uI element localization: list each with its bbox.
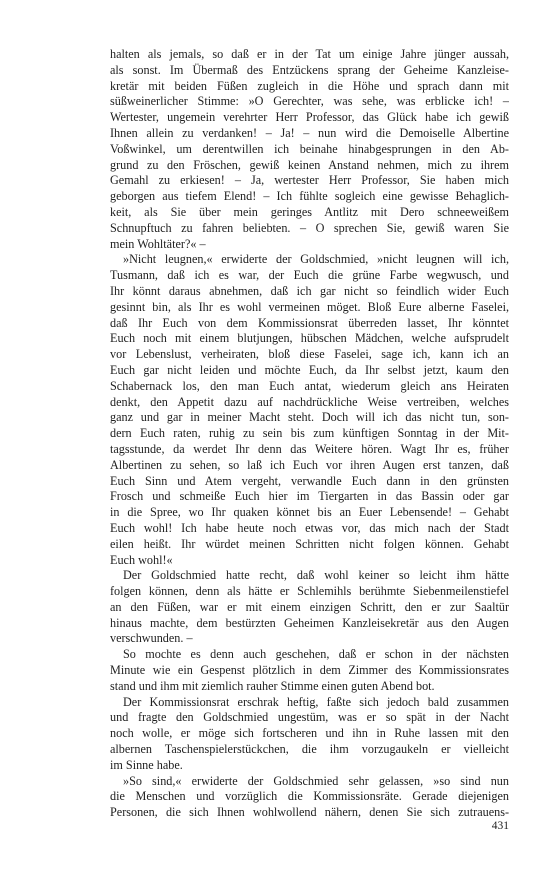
page-number: 431 <box>491 820 509 832</box>
text-line: ganz und gar in meiner Macht steht. Doch will ich das nicht tun, son- <box>110 410 509 425</box>
text-line: Frosch und schmeiße Euch hier im Tiergarten in das Bassin oder gar <box>110 489 509 504</box>
text-line: hinaus machte, dem bestürzten Geheimen Kanzleisekretär aus den Augen <box>110 615 509 630</box>
text-line: So mochte es denn auch geschehen, daß er schon in der nächsten <box>123 647 509 662</box>
text-line: Euch noch mit einem blutjungen, hübschen Mädchen, welche aufsprudelt <box>110 331 509 346</box>
text-line: tagsstunde, da werdet Ihr denn das Weitere hören. Wagt Ihr es, früher <box>110 441 509 456</box>
text-line: Minute wie ein Gespenst plötzlich in dem Zimmer des Kommissionsrates <box>110 663 509 678</box>
text-line: Schabernack los, den man Euch antat, wiederum gleich ans Heiraten <box>110 378 509 393</box>
text-line: Voßwinkel, um derentwillen ich beinahe hinabgesprungen in den Ab- <box>110 141 509 156</box>
text-line: Personen, die sich Ihnen wohlwollend nähern, denen Sie sich zutrauens- <box>110 805 509 820</box>
text-line: albernen Taschenspielerstückchen, die ihm vorzugaukeln er vielleicht <box>110 742 509 757</box>
text-line: noch wolle, er möge sich fortscheren und ihn in Ruhe lassen mit den <box>110 726 509 741</box>
text-line: an den Füßen, war er mit einem einzigen Schritt, den er zur Saaltür <box>110 599 509 614</box>
text-line: Euch gar nicht leiden und möchte Euch, da Ihr selbst jetzt, kaum den <box>110 362 509 377</box>
text-line: folgen können, denn als hätte er Schlemihls berühmte Siebenmeilenstiefel <box>110 584 509 599</box>
text-line: im Sinne habe. <box>110 757 183 772</box>
text-line: Euch wohl!« <box>110 552 173 567</box>
text-line: Albertinen zu sehen, so laß ich Euch vor ihren Augen erst tanzen, daß <box>110 457 509 472</box>
text-line: stand und ihm mit ziemlich rauher Stimme einen guten Abend bot. <box>110 678 435 693</box>
text-line: halten als jemals, so daß er in der Tat um einige Jahre jünger aussah, <box>110 47 509 61</box>
text-line: mein Wohltäter?« – <box>110 236 206 251</box>
text-line: »Nicht leugnen,« erwiderte der Goldschmied, »nicht leugnen will ich, <box>123 252 509 267</box>
text-line: die Menschen und vorzüglich die Kommissionsräte. Gerade diejenigen <box>110 789 509 804</box>
text-line: Schnupftuch zu fahren beliebten. – O sprechen Sie, gewiß waren Sie <box>110 220 509 235</box>
text-line: Euch Sinn und Atem vergeht, verwandle Euch dann in den grünsten <box>110 473 509 488</box>
text-line: denkt, den Appetit dazu auf nachdrückliche Weise vertreiben, welches <box>110 394 509 409</box>
body-text <box>110 47 509 821</box>
text-line: Der Goldschmied hatte recht, daß wohl keiner so leicht ihm hätte <box>123 568 509 583</box>
text-line: Wertester, ungemein verehrter Herr Professor, das Glück habe ich gewiß <box>110 110 509 125</box>
text-line: in die Spree, wo Ihr quaken könnet bis an Euer Lebensende! – Gehabt <box>110 505 509 520</box>
text-line: kretär mit beiden Füßen zugleich in die Höhe und sprach dann mit <box>110 78 509 93</box>
text-line: Euch wohl! Ich habe heute noch etwas vor, das mich nach der Stadt <box>110 520 509 535</box>
text-line: verschwunden. – <box>110 631 193 646</box>
text-line: »So sind,« erwiderte der Goldschmied sehr gelassen, »so sind nun <box>123 773 509 788</box>
text-line: vor Lebenslust, verheiraten, bloß diese Faselei, sage ich, kann ich an <box>110 347 509 362</box>
text-line: Ihr könnt daraus abnehmen, daß ich gar nicht so feindlich wider Euch <box>110 283 509 298</box>
text-line: daß Ihr Euch von dem Kommissionsrat überreden lasset, Ihr könntet <box>110 315 509 330</box>
text-line: Gemahl zu erkiesen! – Ja, wertester Herr Professor, Sie haben mich <box>110 173 509 188</box>
text-line: süßweinerlicher Stimme: »O Gerechter, was sehe, was erblicke ich! – <box>110 94 509 109</box>
text-line: Ihnen allein zu verdanken! – Ja! – nun wird die Demoiselle Albertine <box>110 125 509 140</box>
text-line: als sonst. Im Übermaß des Entzückens sprang der Geheime Kanzleise- <box>110 62 509 77</box>
text-line: gesinnt bin, als Ihr es wohl vermeinen möget. Bloß Eure alberne Faselei, <box>110 299 509 314</box>
text-line: und fragte den Goldschmied ungestüm, was er so spät in der Nacht <box>110 710 509 725</box>
text-line: keit, als Sie über mein geringes Antlitz mit Dero schneeweißem <box>110 204 509 219</box>
text-line: eilen heißt. Ihr würdet meinen Schritten nicht folgen können. Gehabt <box>110 536 509 551</box>
text-line: Tusmann, daß ich es war, der Euch die grüne Farbe wegwusch, und <box>110 268 509 283</box>
text-line: Der Kommissionsrat erschrak heftig, faßte sich jedoch bald zusammen <box>123 694 509 709</box>
text-line: geborgen aus tiefem Elend! – Ich fühlte sogleich eine gewisse Behaglich- <box>110 189 509 204</box>
text-line: grund zu den Fröschen, gewiß keinen Anstand nehmen, mich zu ihrem <box>110 157 509 172</box>
text-line: dern Euch raten, ruhig zu sein bis zum künftigen Sonntag in der Mit- <box>110 426 509 441</box>
